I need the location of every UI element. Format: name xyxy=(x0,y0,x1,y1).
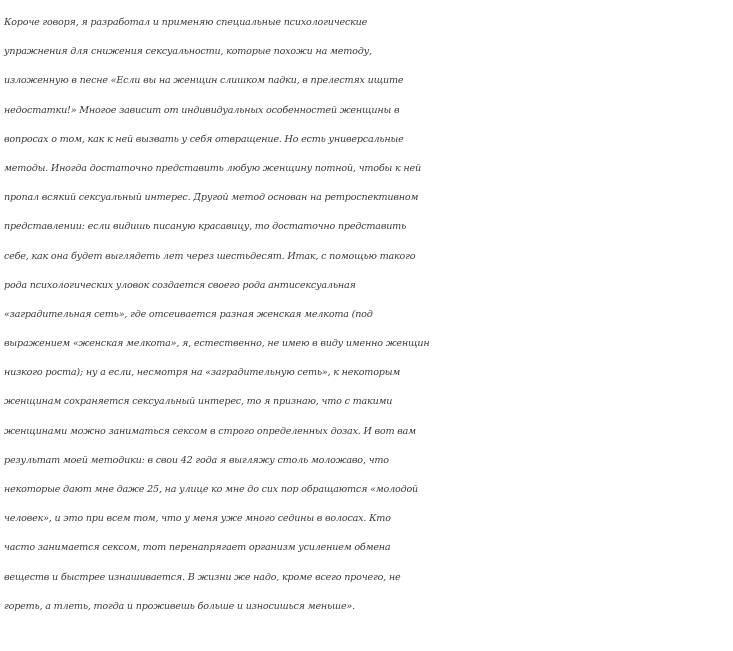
text-line: выражением «женская мелкота», я, естественно, не имею в виду именно женщин xyxy=(4,338,430,350)
text-line: рода психологических уловок создается своего рода антисексуальная xyxy=(4,279,356,291)
text-line: методы. Иногда достаточно представить любую женщину потной, чтобы к ней xyxy=(4,162,421,174)
text-line: часто занимается сексом, тот перенапрягает организм усилением обмена xyxy=(4,542,391,554)
text-line: гореть, а тлеть, тогда и проживешь больше и износишься меньше». xyxy=(4,600,355,612)
text-line: недостатки!» Многое зависит от индивидуальных особенностей женщины в xyxy=(4,104,400,116)
text-line: женщинам сохраняется сексуальный интерес, то я признаю, что с такими xyxy=(4,396,393,408)
text-line: женщинами можно заниматься сексом в строго определенных дозах. И вот вам xyxy=(4,425,416,437)
text-line: себе, как она будет выглядеть лет через шестьдесят. Итак, с помощью такого xyxy=(4,250,416,262)
text-line: Короче говоря, я разработал и применяю специальные психологические xyxy=(4,17,368,28)
text-line: представлении: если видишь писаную красавицу, то достаточно представить xyxy=(4,221,407,233)
text-line: вопросах о том, как к ней вызвать у себя отвращение. Но есть универсальные xyxy=(4,133,404,145)
text-line: некоторые дают мне даже 25, на улице ко мне до сих пор обращаются «молодой xyxy=(4,484,419,495)
text-line: низкого роста); ну а если, несмотря на «заградительную сеть», к некоторым xyxy=(4,367,401,379)
text-line: пропал всякий сексуальный интерес. Другой метод основан на ретроспективном xyxy=(4,192,419,204)
text-line: изложенную в песне «Если вы на женщин слишком падки, в прелестях ищите xyxy=(4,75,404,87)
text-line: человек», и это при всем том, что у меня уже много седины в волосах. Кто xyxy=(4,513,391,525)
text-line: «заградительная сеть», где отсеивается разная женская мелкота (под xyxy=(4,308,373,320)
text-line: веществ и быстрее изнашивается. В жизни же надо, кроме всего прочего, не xyxy=(4,571,401,583)
text-line: упражнения для снижения сексуальности, которые похожи на методу, xyxy=(4,46,372,58)
text-line: результат моей методики: в свои 42 года я выгляжу столь моложаво, что xyxy=(4,454,389,466)
text-document xyxy=(4,8,732,621)
